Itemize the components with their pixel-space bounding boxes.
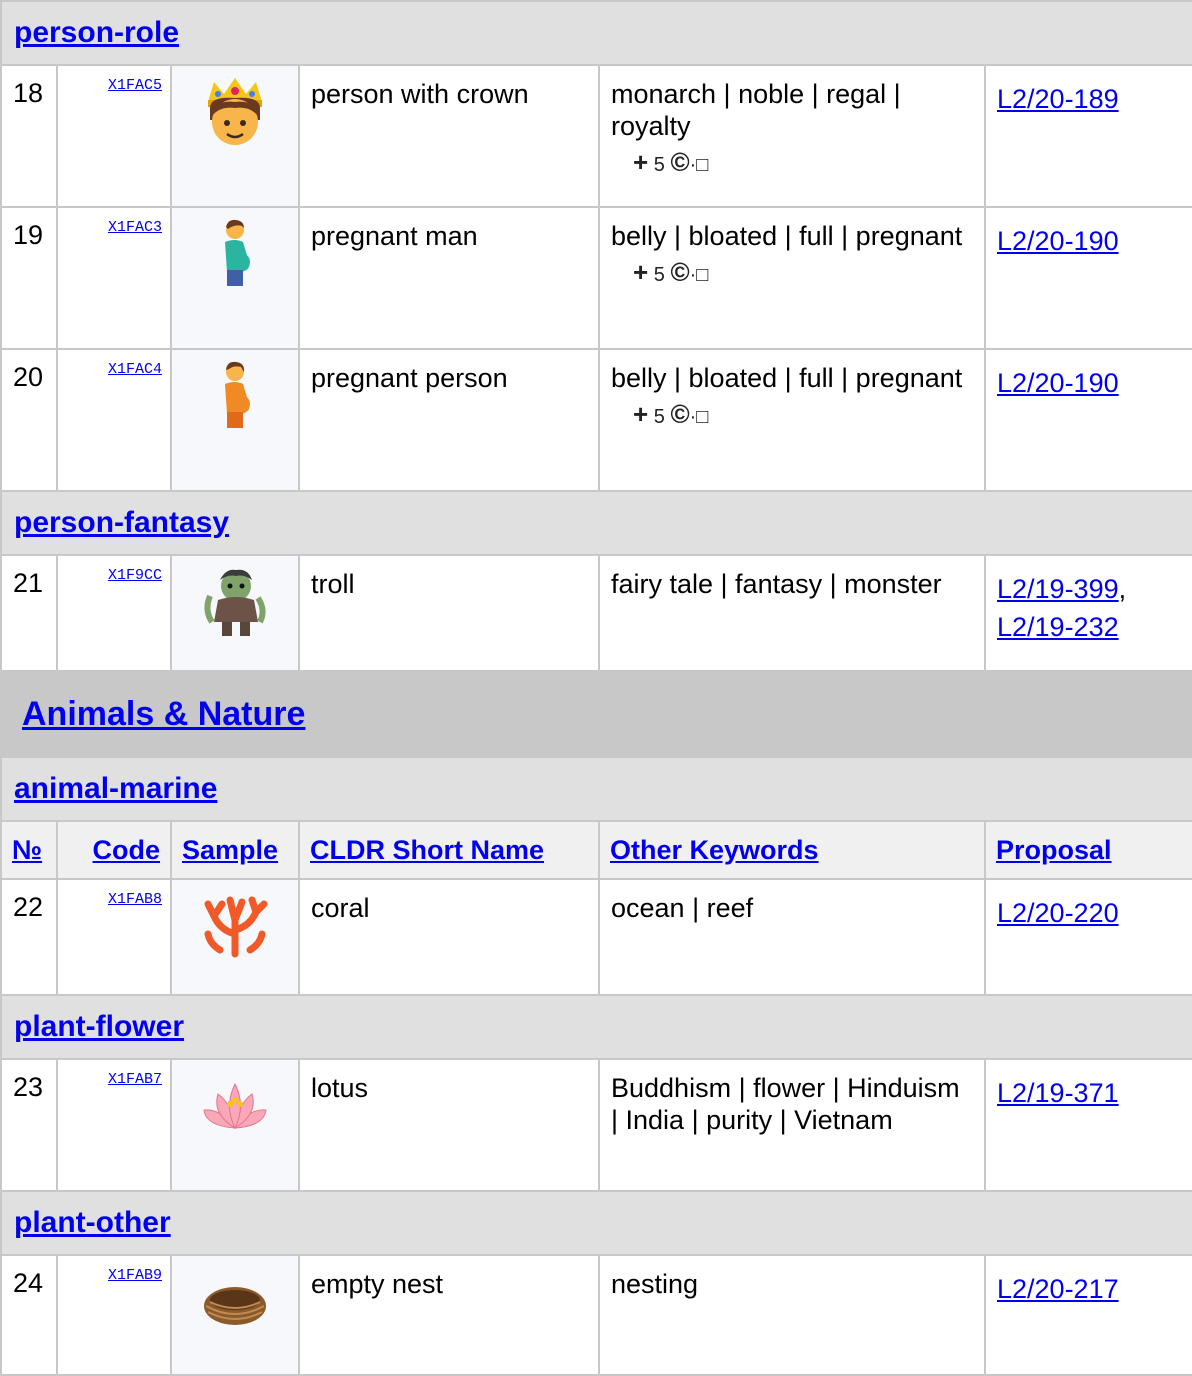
row-number: 23 [1, 1059, 57, 1191]
proposal-link[interactable]: L2/20-220 [997, 898, 1119, 928]
dot-separator: · [689, 264, 697, 286]
header-keywords-link[interactable]: Other Keywords [610, 834, 819, 865]
group-link-animals-nature[interactable]: Animals & Nature [22, 694, 306, 733]
lotus-icon [200, 1070, 270, 1140]
keywords-cell [599, 555, 985, 671]
annotation-marks [611, 142, 973, 181]
pregnant-man-icon [215, 218, 255, 288]
proposal-link-2[interactable]: L2/19-232 [997, 612, 1119, 642]
header-sample-link[interactable]: Sample [182, 834, 279, 865]
header-number-link[interactable]: № [12, 834, 43, 865]
keywords-cell [599, 65, 985, 207]
sample-cell [171, 1059, 299, 1191]
row-number: 18 [1, 65, 57, 207]
keywords-text: Buddhism | flower | Hinduism | India | purity | Vietnam [611, 1073, 960, 1135]
table-row [1, 1255, 1192, 1375]
row-number: 21 [1, 555, 57, 671]
keywords-cell [599, 207, 985, 349]
keywords-text: ocean | reef [611, 893, 754, 923]
header-code [57, 821, 171, 879]
code-link[interactable]: X1FAC3 [107, 219, 162, 236]
table-row [1, 1059, 1192, 1191]
annotation-count: 5 [653, 406, 665, 428]
header-proposal-link[interactable]: Proposal [996, 834, 1112, 865]
keywords-text: monarch | noble | regal | royalty [611, 79, 901, 141]
keywords-text: fairy tale | fantasy | monster [611, 569, 942, 599]
keywords-text: belly | bloated | full | pregnant [611, 363, 963, 393]
keywords-cell [599, 1059, 985, 1191]
proposal-link[interactable]: L2/20-189 [997, 84, 1119, 114]
subgroup-row-plant-other [1, 1191, 1192, 1255]
group-row-animals-nature [1, 671, 1192, 757]
subgroup-link-person-fantasy[interactable]: person-fantasy [14, 506, 230, 539]
code-link[interactable]: X1F9CC [107, 567, 162, 584]
proposal-link[interactable]: L2/19-399 [997, 574, 1119, 604]
subgroup-link-plant-flower[interactable]: plant-flower [14, 1010, 184, 1043]
subgroup-row-person-fantasy [1, 491, 1192, 555]
troll-icon [200, 566, 270, 640]
cldr-short-name: person with crown [299, 65, 599, 207]
table-row [1, 349, 1192, 491]
annotation-marks [611, 252, 973, 291]
row-number: 22 [1, 879, 57, 995]
plus-icon: + [633, 399, 649, 429]
keywords-cell [599, 349, 985, 491]
dot-separator: · [689, 406, 697, 428]
annotation-marks [611, 394, 973, 433]
proposal-link[interactable]: L2/20-190 [997, 226, 1119, 256]
sample-cell [171, 555, 299, 671]
header-proposal [985, 821, 1192, 879]
copyright-icon: © [670, 257, 690, 287]
plus-icon: + [633, 257, 649, 287]
sample-cell [171, 879, 299, 995]
row-number: 24 [1, 1255, 57, 1375]
cldr-short-name: pregnant person [299, 349, 599, 491]
cldr-short-name: pregnant man [299, 207, 599, 349]
missing-glyph-icon: □ [696, 154, 709, 176]
dot-separator: · [689, 154, 697, 176]
header-name-link[interactable]: CLDR Short Name [310, 834, 545, 865]
table-row [1, 207, 1192, 349]
code-link[interactable]: X1FAC4 [107, 361, 162, 378]
row-number: 19 [1, 207, 57, 349]
plus-icon: + [633, 147, 649, 177]
keywords-text: belly | bloated | full | pregnant [611, 221, 963, 251]
empty-nest-icon [200, 1266, 270, 1336]
copyright-icon: © [670, 399, 690, 429]
header-code-link[interactable]: Code [92, 834, 160, 865]
coral-icon [200, 890, 270, 960]
person-with-crown-icon [200, 76, 270, 150]
cldr-short-name: lotus [299, 1059, 599, 1191]
keywords-cell [599, 1255, 985, 1375]
sample-cell [171, 349, 299, 491]
code-link[interactable]: X1FAB9 [107, 1267, 162, 1284]
table-row [1, 879, 1192, 995]
row-number: 20 [1, 349, 57, 491]
table-row [1, 65, 1192, 207]
proposal-link[interactable]: L2/20-217 [997, 1274, 1119, 1304]
subgroup-row-person-role [1, 1, 1192, 65]
column-header-row [1, 821, 1192, 879]
cldr-short-name: empty nest [299, 1255, 599, 1375]
cldr-short-name: coral [299, 879, 599, 995]
header-sample [171, 821, 299, 879]
code-link[interactable]: X1FAC5 [107, 77, 162, 94]
subgroup-row-plant-flower [1, 995, 1192, 1059]
header-keywords [599, 821, 985, 879]
proposal-link[interactable]: L2/19-371 [997, 1078, 1119, 1108]
keywords-text: nesting [611, 1269, 699, 1299]
annotation-count: 5 [653, 264, 665, 286]
header-number [1, 821, 57, 879]
table-row: 21 X1F9CC troll fairy tale | fantasy | monster L2/19-399, L2/19-232 [1, 555, 1192, 671]
subgroup-link-person-role[interactable]: person-role [14, 16, 180, 49]
proposal-link[interactable]: L2/20-190 [997, 368, 1119, 398]
cldr-short-name: troll [299, 555, 599, 671]
code-link[interactable]: X1FAB7 [107, 1071, 162, 1088]
keywords-cell [599, 879, 985, 995]
code-link[interactable]: X1FAB8 [107, 891, 162, 908]
copyright-icon: © [670, 147, 690, 177]
annotation-count: 5 [653, 154, 665, 176]
sample-cell [171, 65, 299, 207]
subgroup-link-plant-other[interactable]: plant-other [14, 1206, 171, 1239]
sample-cell [171, 1255, 299, 1375]
missing-glyph-icon: □ [696, 406, 709, 428]
sample-cell [171, 207, 299, 349]
header-name [299, 821, 599, 879]
subgroup-link-animal-marine[interactable]: animal-marine [14, 772, 218, 805]
missing-glyph-icon: □ [696, 264, 709, 286]
subgroup-row-animal-marine [1, 757, 1192, 821]
pregnant-person-icon [215, 360, 255, 430]
